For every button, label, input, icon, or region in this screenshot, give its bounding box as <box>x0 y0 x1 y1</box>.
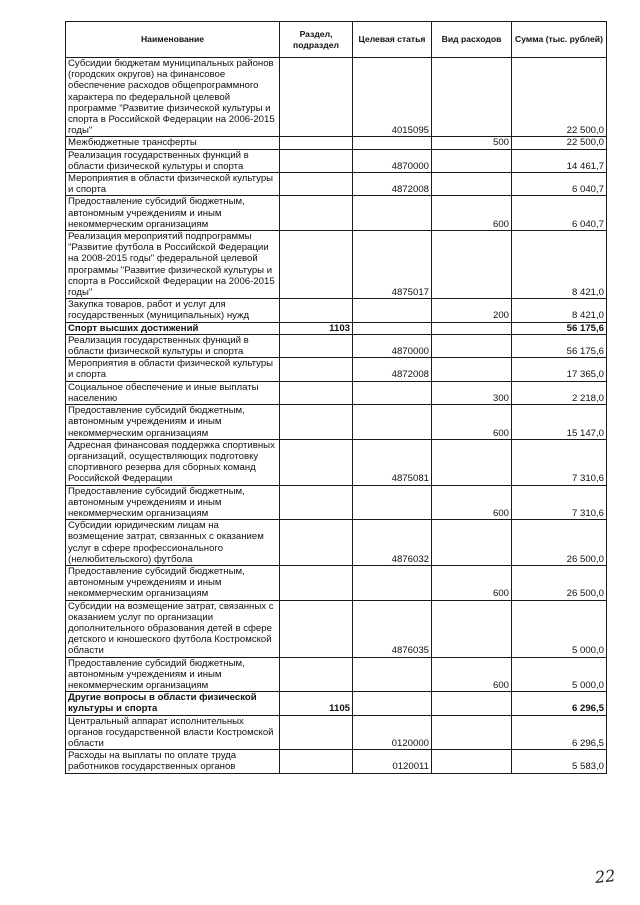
table-row <box>66 657 607 692</box>
kind-cell: 300 <box>432 381 512 404</box>
table-row <box>66 149 607 172</box>
section-cell <box>280 358 353 381</box>
kind-cell <box>432 58 512 137</box>
table-row <box>66 58 607 137</box>
name-cell: Центральный аппарат исполнительных органов государственной власти Костромской области <box>66 715 280 750</box>
page-number: 22 <box>594 865 617 888</box>
header-section: Раздел, подраздел <box>280 22 353 58</box>
sum-cell: 6 040,7 <box>512 173 607 196</box>
section-cell <box>280 137 353 149</box>
sum-cell: 6 040,7 <box>512 196 607 231</box>
section-cell <box>280 485 353 520</box>
name-cell: Субсидии на возмещение затрат, связанных с оказанием услуг по организации дополнительного образования детей в сфере детского и юношеского футбола Костромской области <box>66 600 280 657</box>
header-name: Наименование <box>66 22 280 58</box>
sum-cell: 5 000,0 <box>512 600 607 657</box>
sum-cell: 22 500,0 <box>512 58 607 137</box>
name-cell: Мероприятия в области физической культуры и спорта <box>66 358 280 381</box>
sum-cell: 5 000,0 <box>512 657 607 692</box>
name-cell: Предоставление субсидий бюджетным, автономным учреждениям и иным некоммерческим организациям <box>66 485 280 520</box>
table-row <box>66 520 607 566</box>
sum-cell: 26 500,0 <box>512 565 607 600</box>
sum-cell: 5 583,0 <box>512 750 607 773</box>
kind-cell <box>432 715 512 750</box>
section-cell <box>280 381 353 404</box>
target-cell: 4872008 <box>353 173 432 196</box>
name-cell: Предоставление субсидий бюджетным, автономным учреждениям и иным некоммерческим организациям <box>66 405 280 440</box>
target-cell: 0120000 <box>353 715 432 750</box>
sum-cell: 8 421,0 <box>512 231 607 299</box>
budget-table <box>65 21 607 774</box>
kind-cell: 600 <box>432 565 512 600</box>
sum-cell: 15 147,0 <box>512 405 607 440</box>
name-cell: Расходы на выплаты по оплате труда работников государственных органов <box>66 750 280 773</box>
target-cell: 4875017 <box>353 231 432 299</box>
sum-cell: 7 310,6 <box>512 439 607 485</box>
name-cell: Мероприятия в области физической культуры и спорта <box>66 173 280 196</box>
kind-cell: 600 <box>432 405 512 440</box>
name-cell: Предоставление субсидий бюджетным, автономным учреждениям и иным некоммерческим организациям <box>66 565 280 600</box>
table-header-row <box>66 22 607 58</box>
table-row <box>66 299 607 322</box>
table-row <box>66 322 607 334</box>
target-cell: 4876032 <box>353 520 432 566</box>
header-target: Целевая статья <box>353 22 432 58</box>
sum-cell: 6 296,5 <box>512 692 607 715</box>
table-row <box>66 405 607 440</box>
name-cell: Субсидии юридическим лицам на возмещение затрат, связанных с оказанием услуг в сфере профессионального (нелюбительского) футбола <box>66 520 280 566</box>
section-cell <box>280 196 353 231</box>
name-cell: Предоставление субсидий бюджетным, автономным учреждениям и иным некоммерческим организациям <box>66 196 280 231</box>
sum-cell: 14 461,7 <box>512 149 607 172</box>
target-cell <box>353 692 432 715</box>
name-cell: Реализация государственных функций в области физической культуры и спорта <box>66 334 280 357</box>
sum-cell: 7 310,6 <box>512 485 607 520</box>
table-row <box>66 439 607 485</box>
kind-cell <box>432 358 512 381</box>
table-row <box>66 692 607 715</box>
table-row <box>66 750 607 773</box>
table-row <box>66 137 607 149</box>
kind-cell <box>432 750 512 773</box>
sum-cell: 22 500,0 <box>512 137 607 149</box>
target-cell <box>353 405 432 440</box>
kind-cell <box>432 692 512 715</box>
target-cell: 4876035 <box>353 600 432 657</box>
target-cell <box>353 657 432 692</box>
name-cell: Субсидии бюджетам муниципальных районов (городских округов) на финансовое обеспечение расходов общепрограммного характера по федеральной целевой программе "Развитие физической культуры и спорта в Российской Федерации на 2006-2015 годы" <box>66 58 280 137</box>
section-cell <box>280 715 353 750</box>
target-cell <box>353 299 432 322</box>
kind-cell <box>432 173 512 196</box>
kind-cell: 500 <box>432 137 512 149</box>
section-cell <box>280 439 353 485</box>
name-cell: Адресная финансовая поддержка спортивных организаций, осуществляющих подготовку спортивного резерва для сборных команд Российской Федерации <box>66 439 280 485</box>
name-cell: Предоставление субсидий бюджетным, автономным учреждениям и иным некоммерческим организациям <box>66 657 280 692</box>
sum-cell: 56 175,6 <box>512 322 607 334</box>
section-cell <box>280 405 353 440</box>
sum-cell: 8 421,0 <box>512 299 607 322</box>
section-cell <box>280 58 353 137</box>
name-cell: Спорт высших достижений <box>66 322 280 334</box>
sum-cell: 26 500,0 <box>512 520 607 566</box>
kind-cell <box>432 231 512 299</box>
section-cell: 1105 <box>280 692 353 715</box>
kind-cell <box>432 439 512 485</box>
name-cell: Реализация государственных функций в области физической культуры и спорта <box>66 149 280 172</box>
target-cell: 4870000 <box>353 334 432 357</box>
table-row <box>66 358 607 381</box>
section-cell <box>280 520 353 566</box>
target-cell <box>353 196 432 231</box>
section-cell <box>280 750 353 773</box>
name-cell: Социальное обеспечение и иные выплаты населению <box>66 381 280 404</box>
target-cell: 4875081 <box>353 439 432 485</box>
table-row <box>66 334 607 357</box>
section-cell <box>280 299 353 322</box>
section-cell <box>280 334 353 357</box>
kind-cell <box>432 334 512 357</box>
target-cell: 0120011 <box>353 750 432 773</box>
kind-cell: 200 <box>432 299 512 322</box>
kind-cell: 600 <box>432 657 512 692</box>
section-cell <box>280 149 353 172</box>
sum-cell: 17 365,0 <box>512 358 607 381</box>
table-row <box>66 485 607 520</box>
table-row <box>66 173 607 196</box>
section-cell <box>280 231 353 299</box>
section-cell <box>280 173 353 196</box>
name-cell: Реализация мероприятий подпрограммы "Развитие футбола в Российской Федерации на 2008-2015 годы" федеральной целевой программы "Развитие физической культуры и спорта в Российской Федерации на 2006-2015 годы" <box>66 231 280 299</box>
target-cell <box>353 381 432 404</box>
target-cell <box>353 137 432 149</box>
table-row <box>66 600 607 657</box>
target-cell <box>353 565 432 600</box>
target-cell <box>353 322 432 334</box>
target-cell: 4870000 <box>353 149 432 172</box>
kind-cell <box>432 322 512 334</box>
kind-cell: 600 <box>432 196 512 231</box>
sum-cell: 2 218,0 <box>512 381 607 404</box>
name-cell: Закупка товаров, работ и услуг для государственных (муниципальных) нужд <box>66 299 280 322</box>
kind-cell <box>432 520 512 566</box>
kind-cell <box>432 149 512 172</box>
table-row <box>66 231 607 299</box>
table-row <box>66 565 607 600</box>
table-row <box>66 381 607 404</box>
target-cell <box>353 485 432 520</box>
name-cell: Другие вопросы в области физической культуры и спорта <box>66 692 280 715</box>
table-row <box>66 715 607 750</box>
table-row <box>66 196 607 231</box>
name-cell: Межбюджетные трансферты <box>66 137 280 149</box>
target-cell: 4015095 <box>353 58 432 137</box>
section-cell: 1103 <box>280 322 353 334</box>
section-cell <box>280 657 353 692</box>
sum-cell: 56 175,6 <box>512 334 607 357</box>
section-cell <box>280 565 353 600</box>
target-cell: 4872008 <box>353 358 432 381</box>
header-kind: Вид расходов <box>432 22 512 58</box>
kind-cell: 600 <box>432 485 512 520</box>
section-cell <box>280 600 353 657</box>
sum-cell: 6 296,5 <box>512 715 607 750</box>
kind-cell <box>432 600 512 657</box>
header-sum: Сумма (тыс. рублей) <box>512 22 607 58</box>
